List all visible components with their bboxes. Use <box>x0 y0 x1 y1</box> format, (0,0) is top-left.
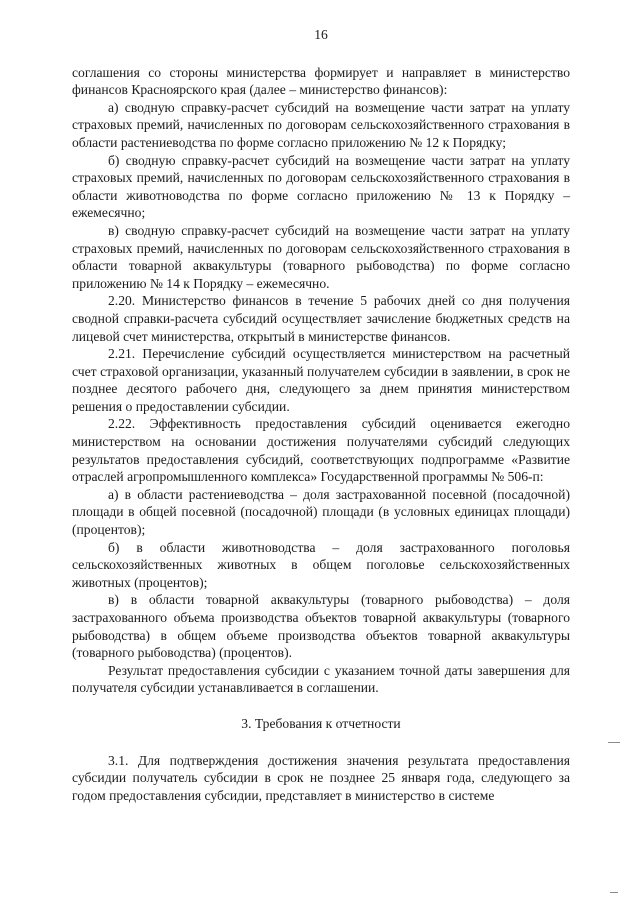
scan-mark <box>608 742 620 743</box>
scan-mark <box>610 892 618 893</box>
paragraph: 2.20. Министерство финансов в течение 5 рабочих дней со дня получения сводной справки-расчета субсидий осуществляет зачисление бюджетных средств на лицевой счет министерства, открытый в министерстве финансов. <box>72 293 570 344</box>
paragraph: а) сводную справку-расчет субсидий на возмещение части затрат на уплату страховых премий, начисленных по договорам сельскохозяйственного страхования в области растениеводства по форме согласно приложению № 12 к Порядку; <box>72 99 570 150</box>
section-heading: 3. Требования к отчетности <box>241 715 401 731</box>
paragraph: Результат предоставления субсидии с указанием точной даты завершения для получателя субсидии устанавливается в соглашении. <box>72 662 570 696</box>
paragraph: а) в области растениеводства – доля застрахованной посевной (посадочной) площади в общей посевной (посадочной) площади (в условных единицах площади) (процентов); <box>72 486 570 538</box>
paragraph: б) сводную справку-расчет субсидий на возмещение части затрат на уплату страховых премий, начисленных по договорам сельскохозяйственного страхования в области животноводства по форме согласно приложению № 13 к Порядку – ежемесячно; <box>72 152 570 221</box>
paragraph: 2.21. Перечисление субсидий осуществляется министерством на расчетный счет страховой организации, указанный получателем субсидии в заявлении, в срок не позднее десятого рабочего дня, следующего за днем принятия министерством решения о предоставлении субсидии. <box>72 346 570 414</box>
body-text-part2 <box>72 752 570 805</box>
body-text-part1 <box>72 64 570 697</box>
paragraph: в) сводную справку-расчет субсидий на возмещение части затрат на уплату страховых премий, начисленных по договорам сельскохозяйственного страхования в области товарной аквакультуры (товарного рыбоводства) по форме согласно приложению № 14 к Порядку – ежемесячно. <box>72 222 570 291</box>
paragraph: б) в области животноводства – доля застрахованного поголовья сельскохозяйственных животных в общем поголовье сельскохозяйственных животных (процентов); <box>72 539 570 590</box>
paragraph: 2.22. Эффективность предоставления субсидий оценивается ежегодно министерством на основании достижения получателями субсидий следующих результатов предоставления субсидий, соответствующих подпрограмме «Развитие отраслей агропромышленного комплекса» Государственной программы № 506-п: <box>72 416 570 485</box>
paragraph: 3.1. Для подтверждения достижения значения результата предоставления субсидии получатель субсидии в срок не позднее 25 января года, следующего за годом предоставления субсидии, представляет в министерство в системе <box>72 752 570 803</box>
paragraph: в) в области товарной аквакультуры (товарного рыбоводства) – доля застрахованного объема производства объектов товарной аквакультуры (товарного рыбоводства) в общем объеме производства объектов товарной аквакультуры (товарного рыбоводства) (процентов). <box>72 592 570 661</box>
paragraph: соглашения со стороны министерства формирует и направляет в министерство финансов Красноярского края (далее – министерство финансов): <box>72 64 570 98</box>
page-number: 16 <box>314 27 328 42</box>
